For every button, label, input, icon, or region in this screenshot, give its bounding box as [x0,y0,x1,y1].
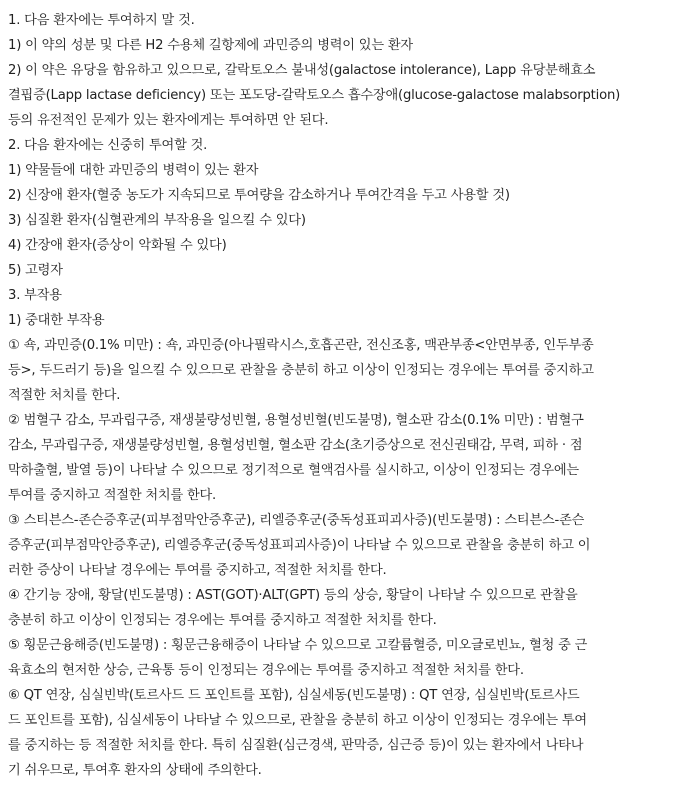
text-line: ⑥ QT 연장, 심실빈박(토르사드 드 포인트를 포함), 심실세동(빈도불명) : QT 연장, 심실빈박(토르사드 [8,688,580,703]
text-line: 적절한 처치를 한다. [8,388,121,403]
text-line: 1) 약물들에 대한 과민증의 병력이 있는 환자 [8,163,259,178]
text-line: 등>, 두드러기 등)을 일으킬 수 있으므로 관찰을 충분히 하고 이상이 인정되는 경우에는 투여를 중지하고 [8,363,594,378]
text-line: ④ 간기능 장애, 황달(빈도불명) : AST(GOT)·ALT(GPT) 등의 상승, 황달이 나타날 수 있으므로 관찰을 [8,588,578,603]
text-line: 2) 신장애 환자(혈중 농도가 지속되므로 투여량을 감소하거나 투여간격을 두고 사용할 것) [8,188,510,203]
text-line: 결핍증(Lapp lactase deficiency) 또는 포도당-갈락토오스 흡수장애(glucose-galactose malabsorption) [8,88,621,103]
text-line: 4) 간장애 환자(증상이 악화될 수 있다) [8,238,227,253]
text-line: 기 쉬우므로, 투여후 환자의 상태에 주의한다. [8,763,262,778]
text-line: 3) 심질환 환자(심혈관계의 부작용을 일으킬 수 있다) [8,213,306,228]
text-line: 감소, 무과립구증, 재생불량성빈혈, 용혈성빈혈, 혈소판 감소(초기증상으로 전신권태감, 무력, 피하 · 점 [8,438,583,453]
text-line: 를 중지하는 등 적절한 처치를 한다. 특히 심질환(심근경색, 판막증, 심근증 등)이 있는 환자에서 나타나 [8,738,584,753]
text-line: 5) 고령자 [8,263,63,278]
text-line: 2. 다음 환자에는 신중히 투여할 것. [8,138,208,153]
text-line: 증후군(피부점막안증후군), 리엘증후군(중독성표피괴사증)이 나타날 수 있으므로 관찰을 충분히 하고 이 [8,538,591,553]
document-body [8,8,682,783]
text-line: 육효소의 현저한 상승, 근육통 등이 인정되는 경우에는 투여를 중지하고 적절한 처치를 한다. [8,663,524,678]
text-line: ① 쇽, 과민증(0.1% 미만) : 쇽, 과민증(아나필락시스,호흡곤란, 전신조홍, 맥관부종<안면부종, 인두부종 [8,338,594,353]
text-line: 충분히 하고 이상이 인정되는 경우에는 투여를 중지하고 적절한 처치를 한다. [8,613,437,628]
text-line: 3. 부작용 [8,288,62,303]
text-line: 1. 다음 환자에는 투여하지 말 것. [8,13,195,28]
text-line: 1) 이 약의 성분 및 다른 H2 수용체 길항제에 과민증의 병력이 있는 환자 [8,38,413,53]
text-line: 막하출혈, 발열 등)이 나타날 수 있으므로 정기적으로 혈액검사를 실시하고, 이상이 인정되는 경우에는 [8,463,579,478]
text-line: 투여를 중지하고 적절한 처치를 한다. [8,488,217,503]
text-line: ⑤ 횡문근융해증(빈도불명) : 횡문근융해증이 나타날 수 있으므로 고칼륨혈증, 미오글로빈뇨, 혈청 중 근 [8,638,588,653]
text-line: ② 범혈구 감소, 무과립구증, 재생불량성빈혈, 용혈성빈혈(빈도불명), 혈소판 감소(0.1% 미만) : 범혈구 [8,413,584,428]
text-line: ③ 스티븐스-존슨증후군(피부점막안증후군), 리엘증후군(중독성표피괴사증)(빈도불명) : 스티븐스-존슨 [8,513,585,528]
text-line: 드 포인트를 포함), 심실세동이 나타날 수 있으므로, 관찰을 충분히 하고 이상이 인정되는 경우에는 투여 [8,713,587,728]
text-line: 등의 유전적인 문제가 있는 환자에게는 투여하면 안 된다. [8,113,329,128]
text-line: 2) 이 약은 유당을 함유하고 있으므로, 갈락토오스 불내성(galactose intolerance), Lapp 유당분해효소 [8,63,596,78]
text-line: 1) 중대한 부작용 [8,313,105,328]
text-line: 러한 증상이 나타날 경우에는 투여를 중지하고, 적절한 처치를 한다. [8,563,387,578]
